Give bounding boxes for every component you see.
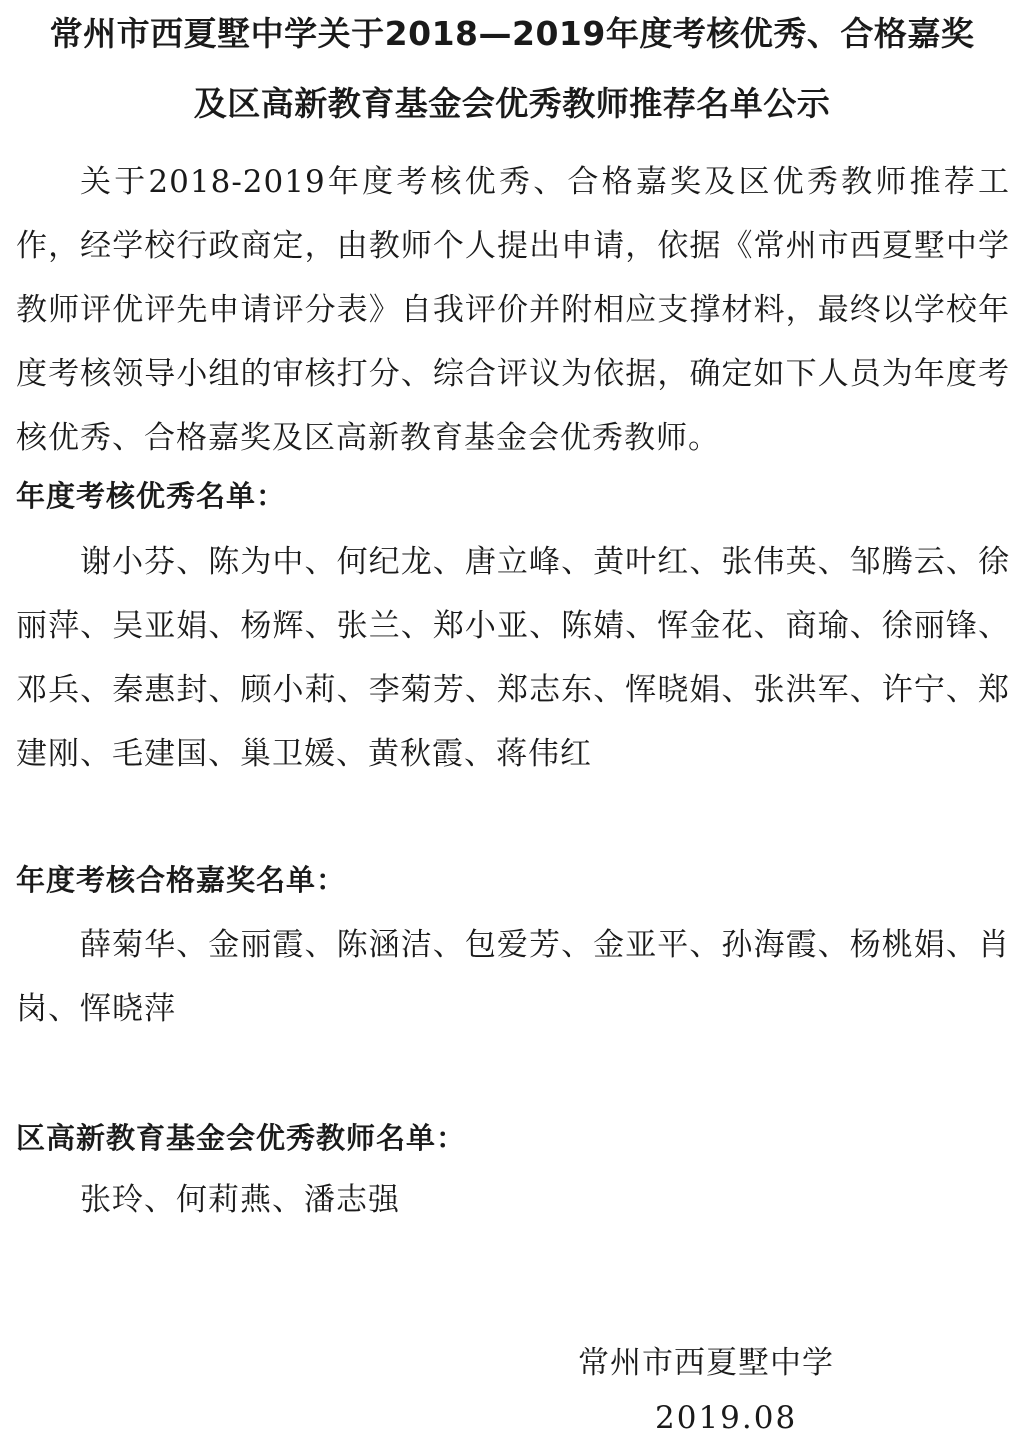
page-title-line-1: 常州市西夏墅中学关于2018—2019年度考核优秀、合格嘉奖 <box>49 14 975 53</box>
page-title-line-2: 及区高新教育基金会优秀教师推荐名单公示 <box>193 84 831 123</box>
foundation-teacher-list-heading: 区高新教育基金会优秀教师名单： <box>16 1121 467 1155</box>
excellent-names-list: 谢小芬、陈为中、何纪龙、唐立峰、黄叶红、张伟英、邹腾云、徐丽萍、吴亚娟、杨辉、张兰、郑小亚、陈婧、恽金花、商瑜、徐丽锋、邓兵、秦惠封、顾小莉、李菊芳、郑志东、恽晓娟、张洪军、许宁、郑建刚、毛建国、巢卫媛、黄秋霞、蒋伟红 <box>16 544 1010 772</box>
foundation-teacher-names-list: 张玲、何莉燕、潘志强 <box>80 1182 400 1218</box>
commendation-names-list: 薛菊华、金丽霞、陈涵洁、包爱芳、金亚平、孙海霞、杨桃娟、肖岗、恽晓萍 <box>16 927 1010 1027</box>
signature-organization: 常州市西夏墅中学 <box>578 1345 834 1381</box>
signature-date: 2019.08 <box>655 1400 798 1436</box>
commendation-list-heading: 年度考核合格嘉奖名单： <box>16 863 347 897</box>
excellent-list-heading: 年度考核优秀名单： <box>16 479 287 513</box>
intro-paragraph: 关于2018-2019年度考核优秀、合格嘉奖及区优秀教师推荐工作，经学校行政商定，由教师个人提出申请，依据《常州市西夏墅中学教师评优评先申请评分表》自我评价并附相应支撑材料，最终以学校年度考核领导小组的审核打分、综合评议为依据，确定如下人员为年度考核优秀、合格嘉奖及区高新教育基金会优秀教师。 <box>16 164 1010 456</box>
